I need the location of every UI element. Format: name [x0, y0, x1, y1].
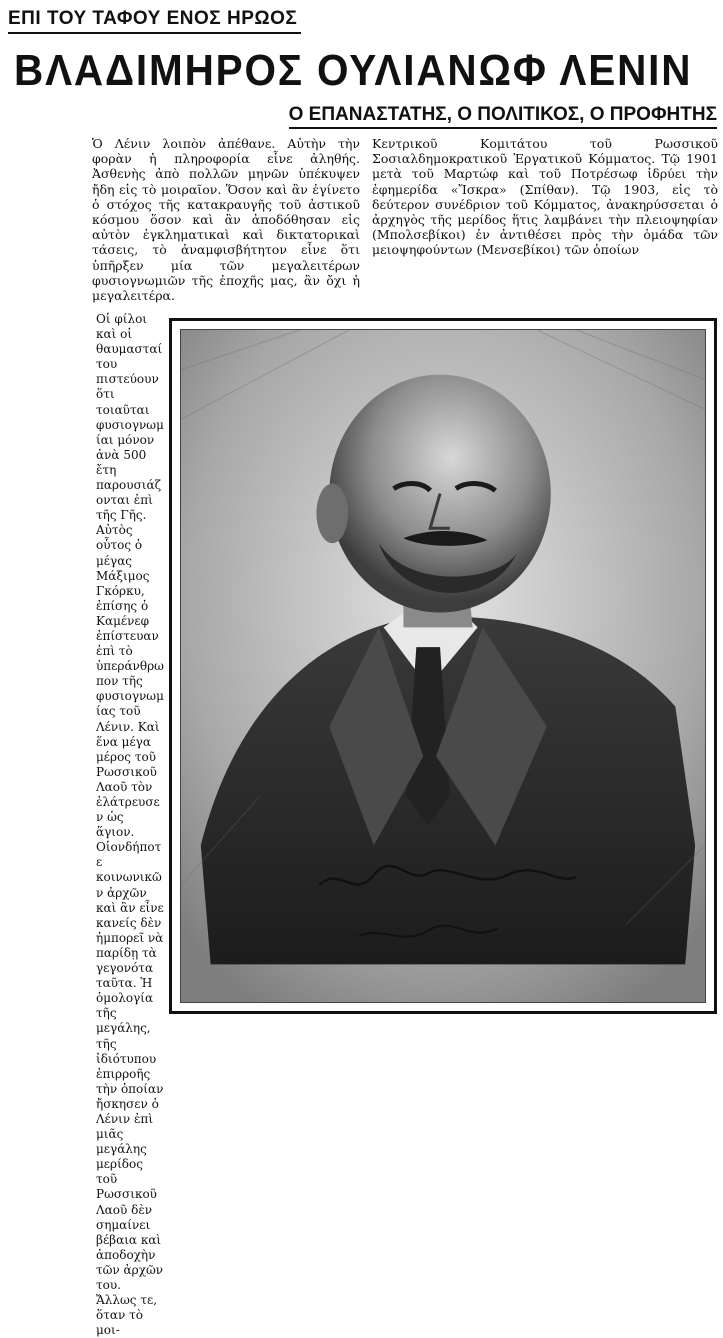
- portrait-illustration: [181, 330, 705, 1002]
- article-column-left-top: Ὁ Λένιν λοιπὸν ἀπέθανε. Αὐτὴν τὴν φορὰν ἡ πληροφορία εἶνε ἀληθής. Ἀσθενὴς ἀπὸ πολλῶν μηνῶν ὑπέκυψεν ἤδη εἰς τὸ μοιραῖον. Ὅσον καὶ ἂν ἐγίνετο ὁ στόχος τῆς κατακραυγῆς τοῦ ἀστικοῦ κόσμου ὅσον καὶ ἂν ἀποδόθησαν εἰς αὐτὸν ἐγκληματικαὶ καὶ δικτατορικαὶ τάσεις, τὸ ἀναμφισβήτητον εἶνε ὅτι ὑπῆρξεν μία τῶν μεγαλειτέρων φυσιογνωμιῶν τῆς ἐποχῆς μας, ἂν ὄχι ἡ μεγαλειτέρα.: [92, 136, 360, 304]
- article-column-left-narrow: Οἱ φίλοι καὶ οἱ θαυμασταί του πιστεύουν ὅτι τοιαῦται φυσιογνωμίαι μόνον ἀνὰ 500 ἔτη παρουσιάζονται ἐπὶ τῆς Γῆς. Αὐτὸς οὗτος ὁ μέγας Μάξιμος Γκόρκυ, ἐπίσης ὁ Καμένεφ ἐπίστευαν ἐπὶ τὸ ὑπεράνθρωπον τῆς φυσιογνωμίας τοῦ Λένιν. Καὶ ἕνα μέγα μέρος τοῦ Ρωσσικοῦ Λαοῦ τὸν ἐλάτρευσεν ὡς ἅγιον. Οἱονδήποτε κοινωνικῶν ἀρχῶν καὶ ἂν εἶνε κανείς δὲν ἠμπορεῖ νὰ παρίδῃ τὰ γεγονότα ταῦτα. Ἡ ὁμολογία τῆς μεγάλης, τῆς ἰδιότυπου ἐπιρροῆς τὴν ὁποίαν ἤσκησεν ὁ Λένιν ἐπὶ μιᾶς μεγάλης μερίδος τοῦ Ρωσσικοῦ Λαοῦ δὲν σημαίνει βέβαια καὶ ἀποδοχὴν τῶν ἀρχῶν του. Ἄλλως τε, ὅταν τὸ μοι-: [96, 312, 164, 1338]
- kicker: ΕΠΙ ΤΟΥ ΤΑΦΟΥ ΕΝΟΣ ΗΡΩΟΣ: [8, 6, 301, 34]
- subhead: Ο ΕΠΑΝΑΣΤΑΤΗΣ, Ο ΠΟΛΙΤΙΚΟΣ, Ο ΠΡΟΦΗΤΗΣ: [289, 103, 717, 129]
- headline: ΒΛΑΔΙΜΗΡΟΣ ΟΥΛΙΑΝΩΦ ΛΕΝΙΝ: [14, 46, 693, 95]
- portrait-image: [180, 329, 706, 1003]
- article-column-right-top: Κεντρικοῦ Κομιτάτου τοῦ Ρωσσικοῦ Σοσιαλδημοκρατικοῦ Ἐργατικοῦ Κόμματος. Τῷ 1901 μετὰ τοῦ Μαρτώφ καὶ τοῦ Ποτρέσωφ ἱδρύει τὴν ἐφημερίδα «Ἴσκρα» (Σπίθαν). Τῷ 1903, εἰς τὸ δεύτερον συνέδριον τοῦ Κόμματος, ἀνακηρύσσεται ὁ ἀρχηγὸς τῆς μερίδος ἥτις λαμβάνει τὴν πλειοψηφίαν (Μπολσεβίκοι) ἐν ἀντιθέσει πρὸς τὴν ὁμάδα τῶν μειοψηφούντων (Μενσεβίκοι) τῶν ὁποίων: [372, 136, 718, 258]
- portrait-frame: [169, 318, 717, 1014]
